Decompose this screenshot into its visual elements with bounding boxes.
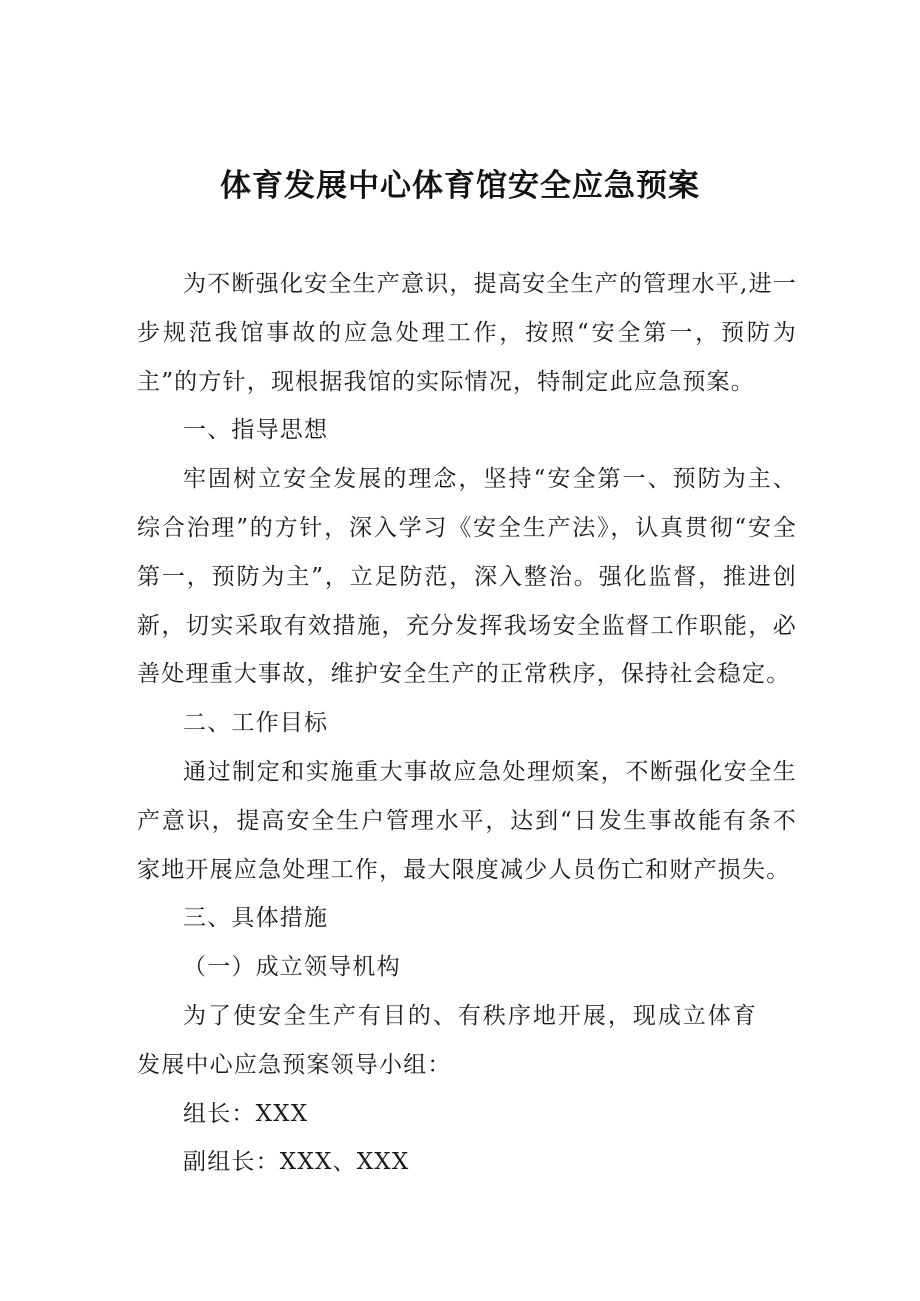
deputy-leader-line: 副组长：XXX、XXX <box>183 1149 410 1176</box>
work-goals-paragraph: 通过制定和实施重大事故应急处理烦案，不断强化安全生产意识，提高安全生户管理水平，达到“日发生事故能有条不家地开展应急处理工作，最大限度减少人员伤亡和财产损失。 <box>137 758 797 883</box>
group-leader-line: 组长：XXX <box>183 1100 309 1127</box>
section-heading-specific-measures: 三、具体措施 <box>183 905 329 932</box>
leadership-paragraph: 为了使安全生产有目的、有秩序地开展，现成立体育发展中心应急预案领导小组： <box>137 1002 757 1078</box>
subsection-heading-leadership: （一）成立领导机构 <box>183 954 401 981</box>
guiding-ideology-paragraph: 牢固树立安全发展的理念，坚持“安全第一、预防为主、综合治理”的方针，深入学习《安全生产法》，认真贯彻“安全第一，预防为主”，立足防范，深入整治。强化监督，推进创新，切实采取有效措施，充分发挥我场安全监督工作职能，必善处理重大事故，维护安全生产的正常秩序，保持社会稳定。 <box>137 466 797 688</box>
document-body <box>137 260 797 1187</box>
section-heading-guiding-ideology: 一、指导思想 <box>183 417 329 444</box>
intro-paragraph: 为不断强化安全生产意识，提高安全生产的管理水平,进一步规范我馆事故的应急处理工作，按照“安全第一，预防为主”的方针，现根据我馆的实际情况，特制定此应急预案。 <box>137 271 797 395</box>
document-title: 体育发展中心体育馆安全应急预案 <box>220 168 700 204</box>
section-heading-work-goals: 二、工作目标 <box>183 710 329 737</box>
